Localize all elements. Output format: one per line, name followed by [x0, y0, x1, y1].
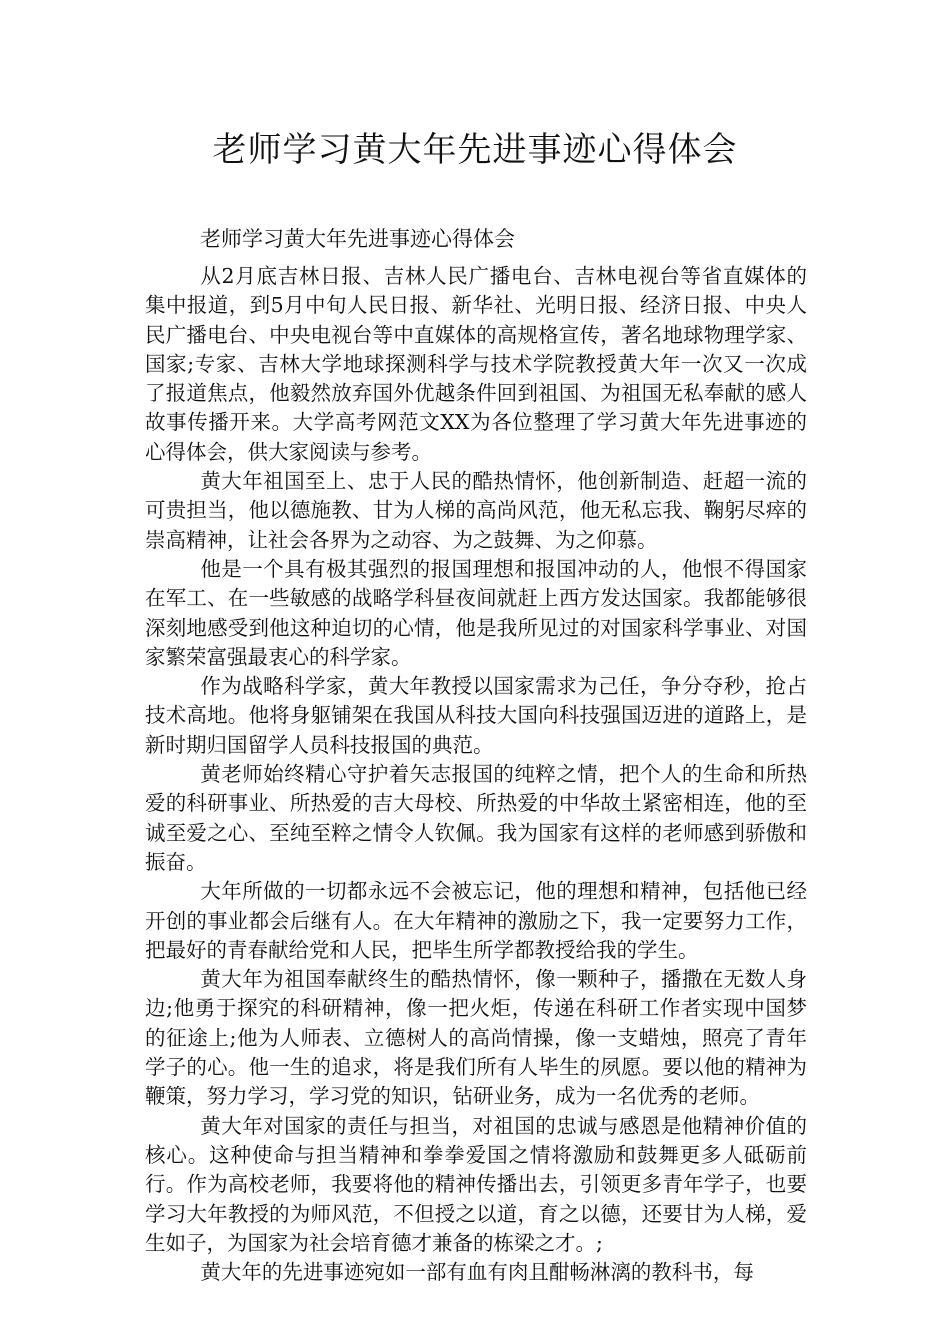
paragraph-5: 黄老师始终精心守护着矢志报国的纯粹之情，把个人的生命和所热爱的科研事业、所热爱的吉大母校、所热爱的中华故土紧密相连，他的至诚至爱之心、至纯至粹之情令人钦佩。我为国家有这样的老师感到骄傲和振奋。 — [145, 762, 807, 874]
paragraph-9: 黄大年的先进事迹宛如一部有血有肉且酣畅淋漓的教科书，每 — [200, 1260, 754, 1285]
paragraph-3: 他是一个具有极其强烈的报国理想和报国冲动的人，他恨不得国家在军工、在一些敏感的战略学科昼夜间就赶上西方发达国家。我都能够很深刻地感受到他这种迫切的心情，他是我所见过的对国家科学事业、对国家繁荣富强最衷心的科学家。 — [145, 556, 807, 669]
paragraph-4: 作为战略科学家，黄大年教授以国家需求为己任，争分夺秒，抢占技术高地。他将身躯铺架在我国从科技大国向科技强国迈进的道路上，是新时期归国留学人员科技报国的典范。 — [145, 674, 807, 757]
paragraph-2: 黄大年祖国至上、忠于人民的酷热情怀，他创新制造、赶超一流的可贵担当，他以德施教、甘为人梯的高尚风范，他无私忘我、鞠躬尽瘁的崇高精神，让社会各界为之动容、为之鼓舞、为之仰慕。 — [145, 469, 807, 552]
document-body — [145, 262, 807, 1287]
paragraph-6: 大年所做的一切都永远不会被忘记，他的理想和精神，包括他已经开创的事业都会后继有人。在大年精神的激励之下，我一定要努力工作，把最好的青春献给党和人民，把毕生所学都教授给我的学生。 — [145, 879, 807, 962]
document-subtitle: 老师学习黄大年先进事迹心得体会 — [200, 227, 515, 251]
paragraph-7: 黄大年为祖国奉献终生的酷热情怀，像一颗种子，播撒在无数人身边;他勇于探究的科研精神，像一把火炬，传递在科研工作者实现中国梦的征途上;他为人师表、立德树人的高尚情操，像一支蜡烛，照亮了青年学子的心。他一生的追求，将是我们所有人毕生的夙愿。要以他的精神为鞭策，努力学习，学习党的知识，钻研业务，成为一名优秀的老师。 — [145, 967, 807, 1109]
document-title: 老师学习黄大年先进事迹心得体会 — [212, 130, 738, 170]
paragraph-1: 从2月底吉林日报、吉林人民广播电台、吉林电视台等省直媒体的集中报道，到5月中旬人民日报、新华社、光明日报、经济日报、中央人民广播电台、中央电视台等中直媒体的高规格宣传，著名地球物理学家、国家;专家、吉林大学地球探测科学与技术学院教授黄大年一次又一次成了报道焦点，他毅然放弃国外优越条件回到祖国、为祖国无私奉献的感人故事传播开来。大学高考网范文XX为各位整理了学习黄大年先进事迹的心得体会，供大家阅读与参考。 — [145, 264, 807, 464]
paragraph-8: 黄大年对国家的责任与担当，对祖国的忠诚与感恩是他精神价值的核心。这种使命与担当精神和拳拳爱国之情将激励和鼓舞更多人砥砺前行。作为高校老师，我要将他的精神传播出去，引领更多青年学子，也要学习大年教授的为师风范，不但授之以道，育之以德，还要甘为人梯，爱生如子，为国家为社会培育德才兼备的栋梁之才。; — [145, 1113, 807, 1255]
